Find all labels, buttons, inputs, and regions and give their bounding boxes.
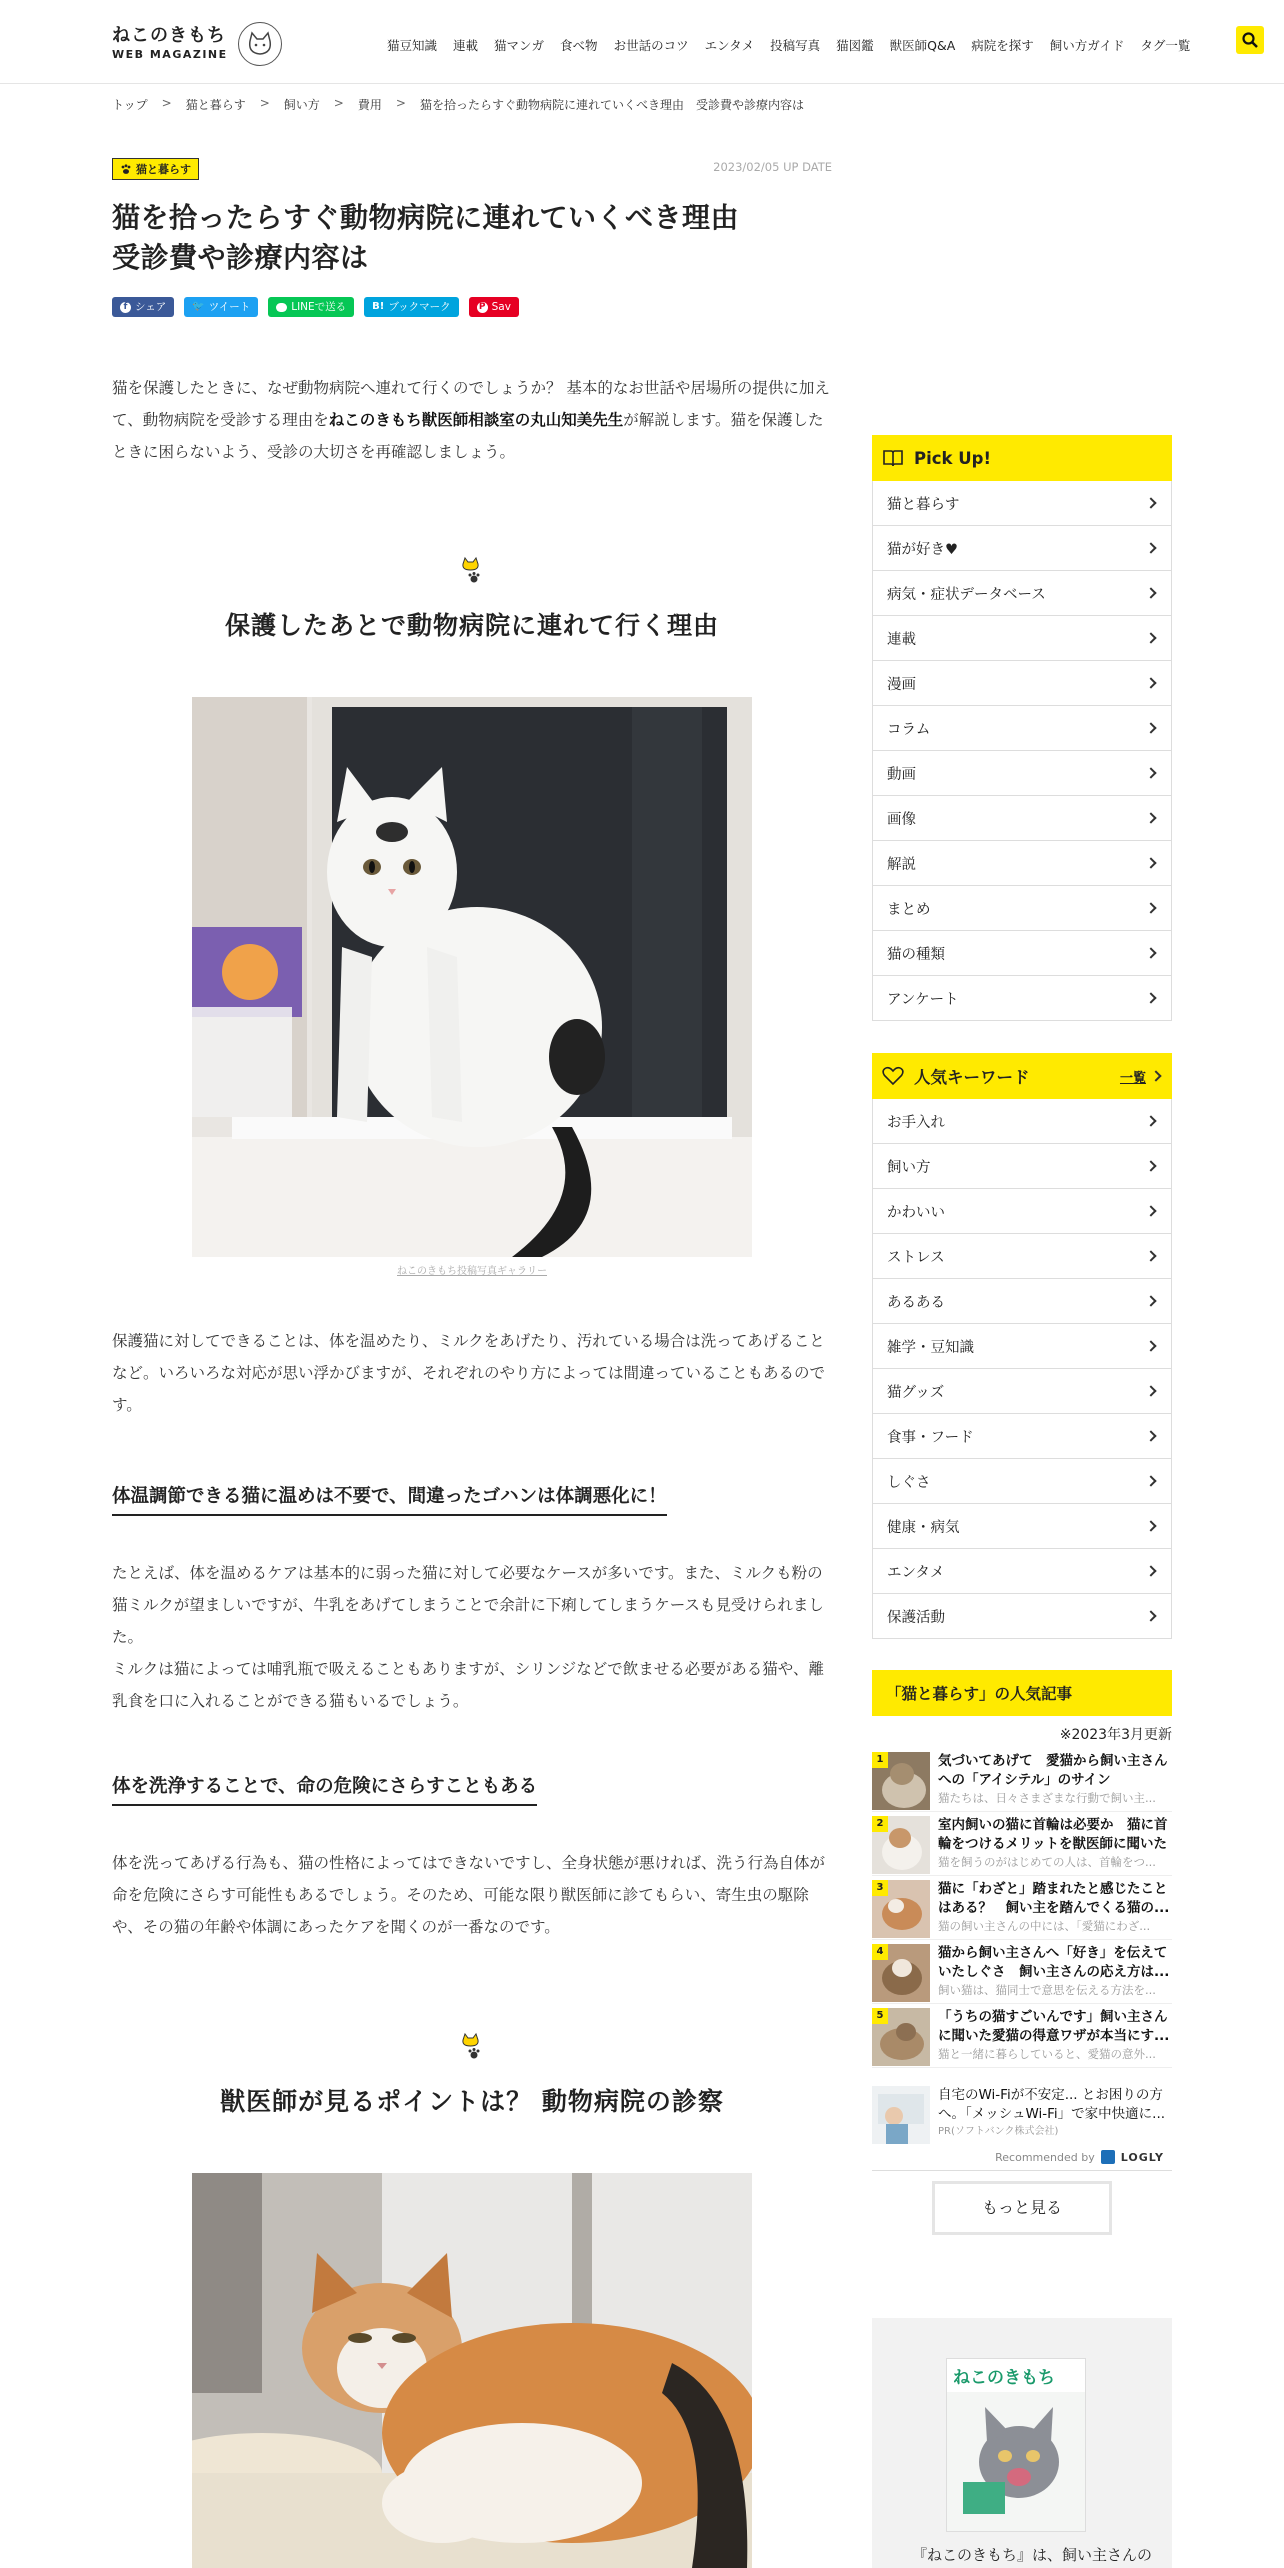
magazine-cat-illustration: [947, 2392, 1086, 2532]
popular-updated: ※2023年3月更新: [1059, 1727, 1172, 1743]
pickup-item-label: 解説: [887, 856, 916, 873]
popular-article[interactable]: [872, 1876, 1172, 1940]
popular-article[interactable]: [872, 1812, 1172, 1876]
keyword-item[interactable]: [873, 1594, 1171, 1639]
keyword-list: [872, 1099, 1172, 1639]
line-share-label: LINEで送る: [291, 301, 347, 313]
keyword-item[interactable]: [873, 1459, 1171, 1504]
pickup-item-label: 猫と暮らす: [887, 496, 960, 513]
keyword-item[interactable]: [873, 1189, 1171, 1234]
twitter-share-button[interactable]: [184, 297, 258, 317]
keyword-more-link[interactable]: [1120, 1067, 1162, 1086]
category-label: 猫と暮らす: [136, 163, 191, 176]
more-button[interactable]: もっと見る: [932, 2181, 1112, 2235]
pickup-item[interactable]: [873, 481, 1171, 526]
logly-logo: LOGLY: [1120, 2150, 1164, 2164]
pickup-item[interactable]: [873, 661, 1171, 706]
keyword-item-label: 飼い方: [887, 1159, 931, 1176]
popular-article-text: [938, 1752, 1172, 1806]
breadcrumb-living[interactable]: 猫と暮らす: [185, 98, 246, 112]
pickup-item[interactable]: [873, 751, 1171, 796]
breadcrumb-top[interactable]: トップ: [112, 98, 148, 112]
paw-icon: [120, 164, 132, 175]
nav-item-find-hospital[interactable]: 病院を探す: [971, 38, 1034, 53]
chevron-right-icon: [1145, 1610, 1156, 1621]
pinterest-icon: P: [477, 302, 488, 313]
pickup-item-label: まとめ: [887, 901, 931, 918]
logo-cat-icon: [238, 22, 282, 66]
hatena-share-label: ブックマーク: [388, 301, 451, 313]
pickup-item[interactable]: [873, 706, 1171, 751]
pickup-list: [872, 481, 1172, 1021]
site-logo[interactable]: [112, 22, 282, 66]
chevron-right-icon: [1145, 767, 1156, 778]
subheading-1: 体温調節できる猫に温めは不要で、間違ったゴハンは体調悪化に！: [112, 1482, 667, 1516]
popular-article-title: 「うちの猫すごいんです」飼い主さんに聞いた愛猫の得意ワザが本当にす...: [938, 2009, 1170, 2044]
logly-icon: [1101, 2150, 1115, 2164]
keyword-header-left: [882, 1064, 1030, 1088]
keyword-item[interactable]: [873, 1144, 1171, 1189]
pickup-item-label: コラム: [887, 721, 931, 738]
chevron-right-icon: [1145, 1160, 1156, 1171]
section-heading-1: 保護したあとで動物病院に連れて行く理由: [224, 611, 719, 640]
pickup-item[interactable]: [873, 841, 1171, 886]
ad-sponsor: PR(ソフトバンク株式会社): [938, 2126, 1059, 2137]
chevron-right-icon: [1145, 1250, 1156, 1261]
keyword-item[interactable]: [873, 1549, 1171, 1594]
chevron-right-icon: [1145, 902, 1156, 913]
title-line-1: 猫を拾ったらすぐ動物病院に連れていくべき理由: [112, 201, 740, 234]
lead-text-2: が解説します。猫を保護したときに困らないよう、受診の大切さを再確認しましょう。: [112, 411, 824, 461]
keyword-item[interactable]: [873, 1279, 1171, 1324]
chevron-right-icon: [1145, 722, 1156, 733]
keyword-item-label: 食事・フード: [887, 1429, 974, 1446]
subheading-2: 体を洗浄することで、命の危険にさらすこともある: [112, 1772, 537, 1806]
popular-article-text: [938, 1816, 1172, 1870]
keyword-title: 人気キーワード: [914, 1068, 1030, 1087]
article-title: [112, 198, 832, 278]
breadcrumb-separator: >: [259, 96, 270, 110]
keyword-more-label: 一覧: [1119, 1070, 1146, 1086]
keyword-item[interactable]: [873, 1234, 1171, 1279]
keyword-item[interactable]: [873, 1324, 1171, 1369]
popular-article-text: [938, 2008, 1172, 2062]
breadcrumb-cost[interactable]: 費用: [357, 98, 382, 112]
pickup-item[interactable]: [873, 571, 1171, 616]
article-thumbnail: [872, 1752, 930, 1810]
chevron-right-icon: [1145, 632, 1156, 643]
popular-article-title: 室内飼いの猫に首輪は必要か 猫に首輪をつけるメリットを獣医師に聞いた: [938, 1817, 1168, 1852]
section-heading-2: 獣医師が見るポイントは？ 動物病院の診察: [220, 2087, 724, 2116]
popular-article-excerpt: 猫たちは、日々さまざまな行動で飼い主...: [938, 1791, 1156, 1805]
paragraph-1: 保護猫に対してできることは、体を温めたり、ミルクをあげたり、汚れている場合は洗ってあげることなど。いろいろな対応が思い浮かびますが、それぞれのやり方によっては間違っていることもあるのです。: [112, 1332, 826, 1414]
nav-item-photos[interactable]: 投稿写真: [770, 38, 821, 53]
hatena-icon: B!: [372, 301, 385, 312]
logo-sub: WEB MAGAZINE: [112, 48, 228, 61]
article-thumbnail: [872, 1880, 930, 1938]
nav-item-food[interactable]: 食べ物: [560, 38, 598, 53]
popular-article-text: [938, 1944, 1172, 1998]
keyword-item-label: ストレス: [887, 1249, 945, 1266]
pickup-title: Pick Up!: [914, 448, 991, 468]
update-date: 2023/02/05 UP DATE: [713, 160, 832, 174]
chevron-right-icon: [1145, 992, 1156, 1003]
line-icon: [276, 303, 287, 312]
nav-item-mamechishiki[interactable]: 猫豆知識: [387, 38, 438, 53]
pickup-item[interactable]: [873, 796, 1171, 841]
hatena-bookmark-button[interactable]: [364, 297, 458, 317]
pickup-item-label: 動画: [887, 766, 916, 783]
pickup-item[interactable]: [873, 976, 1171, 1021]
pickup-item[interactable]: [873, 616, 1171, 661]
nav-item-breeds[interactable]: 猫図鑑: [836, 38, 874, 53]
magazine-box: [872, 2318, 1172, 2568]
title-line-2: 受診費や診療内容は: [112, 241, 369, 274]
chevron-right-icon: [1150, 1070, 1161, 1081]
facebook-share-button[interactable]: [112, 297, 174, 317]
section-paw-icon: [459, 556, 485, 586]
keyword-header: [872, 1053, 1172, 1099]
chevron-right-icon: [1145, 677, 1156, 688]
rank-number: 1: [872, 1752, 888, 1768]
book-icon: [882, 448, 904, 468]
pickup-item-label: アンケート: [887, 991, 959, 1008]
nav-item-tags[interactable]: タグ一覧: [1140, 38, 1191, 53]
search-button[interactable]: [1236, 26, 1264, 54]
popular-article[interactable]: [872, 2004, 1172, 2068]
nav-item-manga[interactable]: 猫マンガ: [494, 38, 545, 53]
pickup-item-label: 病気・症状データベース: [887, 586, 1046, 603]
pickup-item-label: 漫画: [887, 676, 916, 693]
recommended-by: [872, 2150, 1172, 2171]
pickup-item-label: 猫が好き♥: [887, 541, 958, 558]
keyword-item-label: 猫グッズ: [887, 1384, 945, 1401]
keyword-item-label: あるある: [887, 1294, 945, 1311]
keyword-item-label: 健康・病気: [887, 1519, 960, 1536]
facebook-share-label: シェア: [135, 301, 167, 313]
logo-text: [112, 25, 228, 63]
ad-title: 自宅のWi-Fiが不安定... とお困りの方へ。「メッシュWi-Fi」で家中快適に...: [938, 2087, 1166, 2122]
chevron-right-icon: [1145, 947, 1156, 958]
chevron-right-icon: [1145, 812, 1156, 823]
site-header: [0, 0, 1284, 84]
popular-articles-box: [872, 1670, 1172, 2235]
section-paw-icon: [459, 2032, 485, 2062]
chevron-right-icon: [1145, 1295, 1156, 1306]
chevron-right-icon: [1145, 587, 1156, 598]
keyword-item[interactable]: [873, 1504, 1171, 1549]
chevron-right-icon: [1145, 1565, 1156, 1576]
twitter-icon: 🐦: [192, 301, 205, 312]
pinterest-share-label: Sav: [491, 301, 511, 313]
popular-article-title: 猫から飼い主さんへ「好き」を伝えていたしぐさ 飼い主さんの応え方は...: [938, 1945, 1170, 1980]
breadcrumb-current: 猫を拾ったらすぐ動物病院に連れていくべき理由 受診費や診療内容は: [419, 98, 804, 112]
keyword-item[interactable]: [873, 1369, 1171, 1414]
chevron-right-icon: [1145, 1205, 1156, 1216]
pickup-item[interactable]: [873, 526, 1171, 571]
popular-article-title: 猫に「わざと」踏まれたと感じたことはある？ 飼い主を踏んでくる猫の...: [938, 1881, 1170, 1916]
pickup-item-label: 画像: [887, 811, 916, 828]
keyword-item-label: 雑学・豆知識: [887, 1339, 974, 1356]
popular-header: 「猫と暮らす」の人気記事: [872, 1670, 1172, 1716]
popular-article-text: [938, 1880, 1172, 1934]
popular-article[interactable]: [872, 1748, 1172, 1812]
rank-number: 3: [872, 1880, 888, 1896]
pickup-header: [872, 435, 1172, 481]
keyword-box: [872, 1053, 1172, 1639]
global-nav: [387, 36, 1206, 54]
popular-article-excerpt: 猫の飼い主さんの中には、「愛猫にわざ...: [938, 1919, 1151, 1933]
pinterest-save-button[interactable]: [469, 297, 519, 317]
breadcrumb-how-to-keep[interactable]: 飼い方: [283, 98, 320, 112]
chevron-right-icon: [1145, 1115, 1156, 1126]
lead-text-1: 猫を保護したときに、なぜ動物病院へ連れて行くのでしょうか？ 基本的なお世話や居場所の提供に加えて、動物病院を受診する理由を: [112, 379, 830, 429]
nav-item-care-tips[interactable]: お世話のコツ: [613, 38, 689, 53]
pickup-box: [872, 435, 1172, 1021]
ad-thumbnail: [872, 2086, 930, 2144]
popular-article-title: 気づいてあげて 愛猫から飼い主さんへの「アイシテル」のサイン: [938, 1753, 1168, 1788]
keyword-item-label: お手入れ: [887, 1114, 945, 1131]
keyword-item[interactable]: [873, 1414, 1171, 1459]
sponsored-article[interactable]: [872, 2074, 1172, 2150]
magazine-title: ねこのきもち: [953, 2368, 1055, 2388]
article-thumbnail: [872, 1816, 930, 1874]
chevron-right-icon: [1145, 1340, 1156, 1351]
breadcrumb-separator: >: [333, 96, 344, 110]
lead-author: ねこのきもち獣医師相談室の丸山知美先生: [328, 411, 624, 429]
chevron-right-icon: [1145, 1385, 1156, 1396]
chevron-right-icon: [1145, 1520, 1156, 1531]
keyword-item-label: エンタメ: [887, 1564, 945, 1581]
breadcrumb-separator: >: [161, 96, 172, 110]
paragraph-2b: ミルクは猫によっては哺乳瓶で吸えることもありますが、シリンジなどで飲ませる必要がある猫や、離乳食を口に入れることができる猫もいるでしょう。: [112, 1660, 824, 1710]
twitter-share-label: ツイート: [208, 301, 251, 313]
nav-item-vet-qa[interactable]: 獣医師Q&A: [889, 38, 956, 53]
chevron-right-icon: [1145, 1430, 1156, 1441]
chevron-right-icon: [1145, 497, 1156, 508]
category-badge[interactable]: [112, 158, 199, 180]
breadcrumb-separator: >: [395, 96, 406, 110]
keyword-item-label: 保護活動: [887, 1609, 945, 1626]
breadcrumb: [112, 96, 804, 113]
article-lead: [112, 372, 832, 468]
ad-text: [938, 2086, 1172, 2140]
rank-number: 4: [872, 1944, 888, 1960]
magazine-cover[interactable]: [946, 2358, 1086, 2532]
popular-article[interactable]: [872, 1940, 1172, 2004]
facebook-icon: f: [120, 302, 131, 313]
rank-number: 5: [872, 2008, 888, 2024]
nav-item-entertainment[interactable]: エンタメ: [704, 38, 755, 53]
popular-article-excerpt: 猫を飼うのがはじめての人は、首輪をつ...: [938, 1855, 1156, 1869]
chevron-right-icon: [1145, 542, 1156, 553]
nav-item-guide[interactable]: 飼い方ガイド: [1049, 38, 1125, 53]
paragraph-3: 体を洗ってあげる行為も、猫の性格によってはできないですし、全身状態が悪ければ、洗う行為自体が命を危険にさらす可能性もあるでしょう。そのため、可能な限り獣医師に診てもらい、寄生虫の駆除や、その猫の年齢や体調にあったケアを聞くのが一番なのです。: [112, 1854, 826, 1936]
chevron-right-icon: [1145, 1475, 1156, 1486]
pickup-item-label: 猫の種類: [887, 946, 945, 963]
popular-article-excerpt: 飼い猫は、猫同士で意思を伝える方法を...: [938, 1983, 1156, 1997]
recommended-label: Recommended by: [995, 2150, 1095, 2164]
nav-item-rensai[interactable]: 連載: [453, 38, 479, 53]
article-thumbnail: [872, 1944, 930, 2002]
pickup-item-label: 連載: [887, 631, 916, 648]
logo-main: ねこのきもち: [112, 25, 226, 46]
heart-icon: [882, 1066, 904, 1086]
chevron-right-icon: [1145, 857, 1156, 868]
article-thumbnail: [872, 2008, 930, 2066]
popular-article-excerpt: 猫と一緒に暮らしていると、愛猫の意外...: [938, 2047, 1156, 2061]
article-photo-calico-cat: [192, 2173, 752, 2568]
share-buttons: [112, 297, 519, 317]
keyword-item-label: かわいい: [887, 1204, 945, 1221]
article-photo-white-cat: [192, 697, 752, 1257]
keyword-item-label: しぐさ: [887, 1474, 931, 1491]
keyword-item[interactable]: [873, 1099, 1171, 1144]
paragraph-2a: たとえば、体を温めるケアは基本的に弱った猫に対して必要なケースが多いです。また、ミルクも粉の猫ミルクが望ましいですが、牛乳をあげてしまうことで余計に下痢してしまうケースも見受けられました。: [112, 1564, 824, 1646]
magazine-caption: 『ねこのきもち』は、飼い主さんの: [912, 2546, 1153, 2564]
pickup-item[interactable]: [873, 886, 1171, 931]
line-share-button[interactable]: [268, 297, 354, 317]
pickup-item[interactable]: [873, 931, 1171, 976]
photo-caption-1[interactable]: ねこのきもち投稿写真ギャラリー: [397, 1266, 547, 1277]
search-icon: [1241, 31, 1259, 49]
rank-number: 2: [872, 1816, 888, 1832]
